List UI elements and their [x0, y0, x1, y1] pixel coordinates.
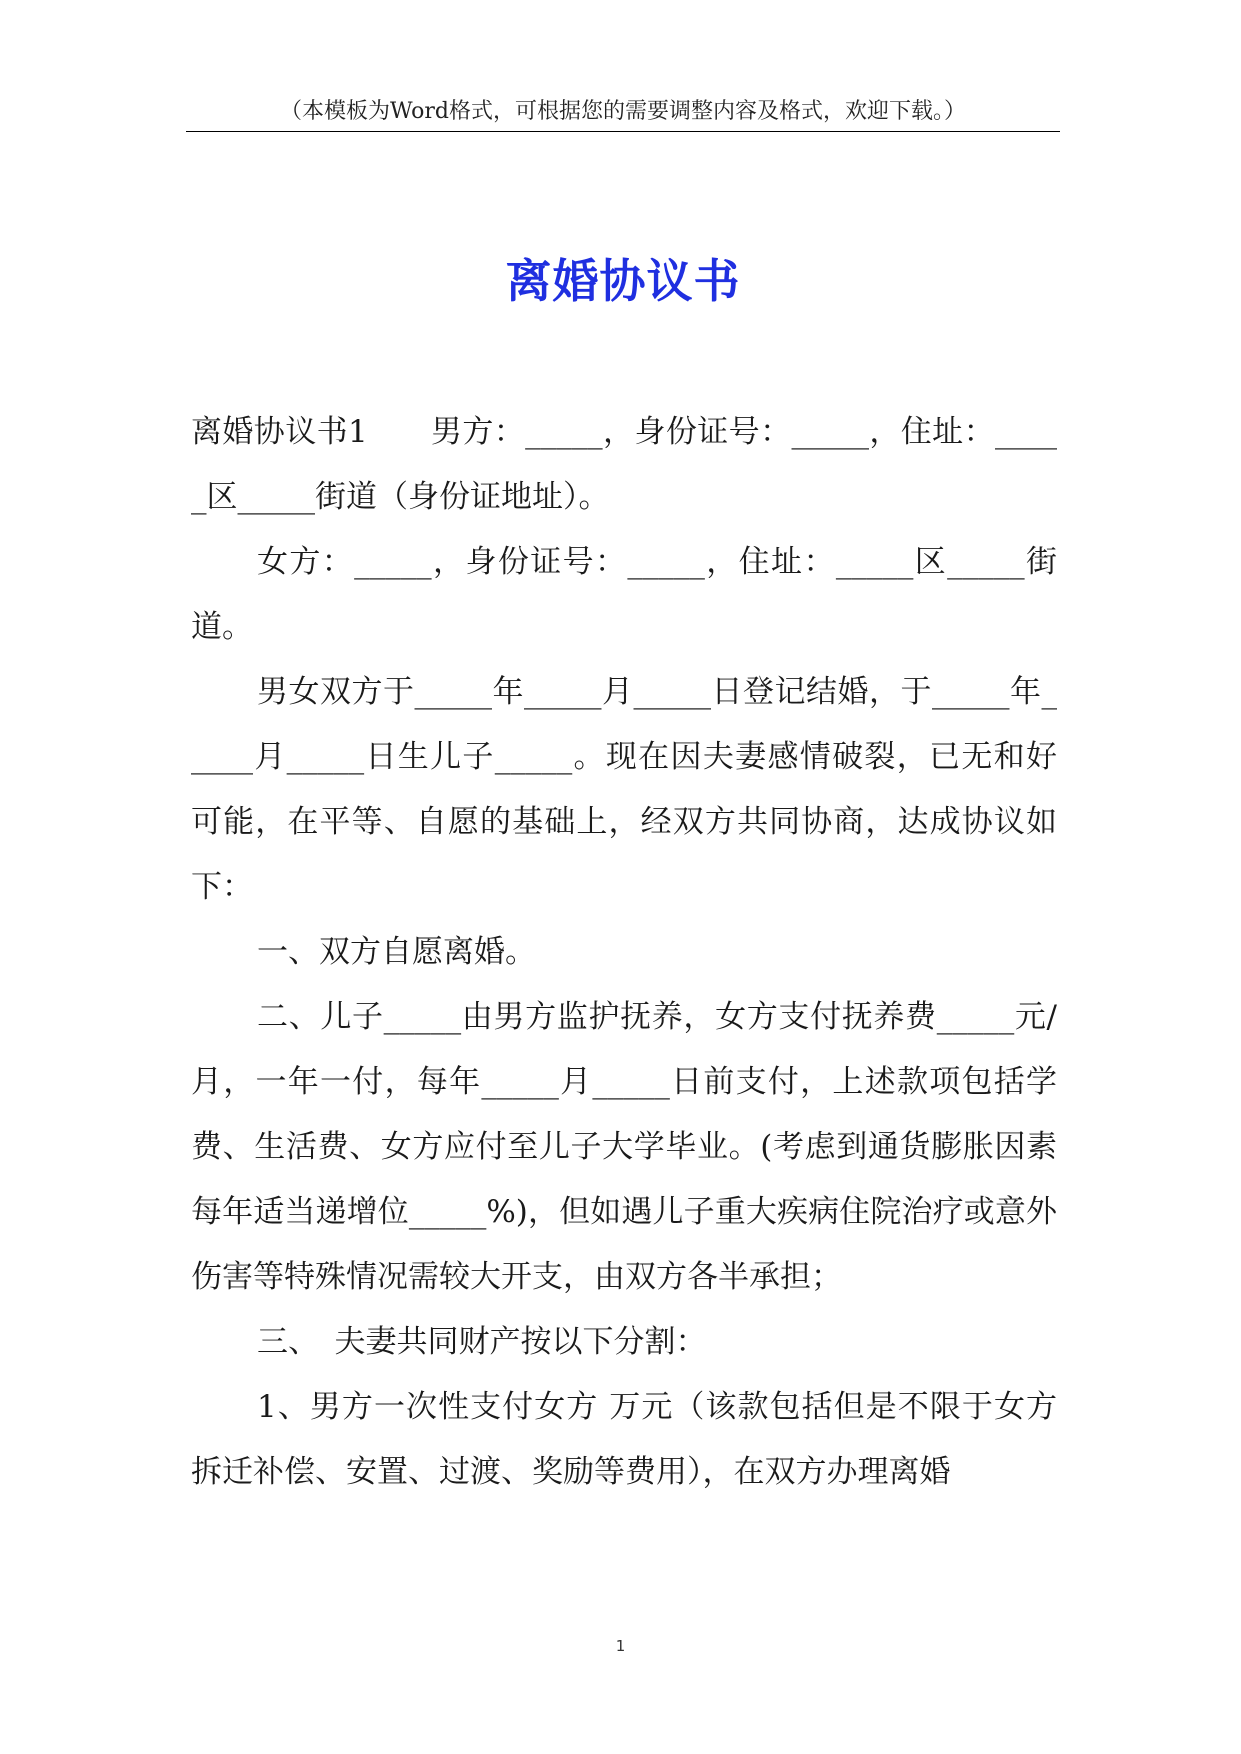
paragraph-clause-3-item-1: 1、男方一次性支付女方 万元（该款包括但是不限于女方拆迁补偿、安置、过渡、奖励等费用），在双方办理离婚: [191, 1389, 1057, 1490]
paragraph-female-party: 女方：_____，身份证号：_____，住址：_____区_____街道。: [191, 544, 1057, 645]
paragraph-clause-1: 一、双方自愿离婚。: [257, 934, 536, 970]
document-title: 离婚协议书: [505, 253, 741, 308]
page-number: 1: [615, 1637, 626, 1655]
header-divider: [186, 131, 1060, 132]
paragraph-male-party: 离婚协议书1 男方：_____，身份证号：_____，住址：_____区_____街道（身份证地址）。: [191, 414, 1057, 515]
paragraph-marriage-background: 男女双方于_____年_____月_____日登记结婚，于_____年_____月_____日生儿子_____。现在因夫妻感情破裂，已无和好可能，在平等、自愿的基础上，经双方共同协商，达成协议如下：: [191, 674, 1057, 905]
document-body: [191, 400, 1057, 1505]
paragraph-clause-2: 二、儿子_____由男方监护抚养，女方支付抚养费_____元/月，一年一付，每年_____月_____日前支付，上述款项包括学费、生活费、女方应付至儿子大学毕业。(考虑到通货膨胀因素每年适当递增位_____%)，但如遇儿子重大疾病住院治疗或意外伤害等特殊情况需较大开支，由双方各半承担；: [191, 999, 1057, 1295]
paragraph-clause-3: 三、 夫妻共同财产按以下分割：: [257, 1324, 707, 1360]
template-header-note: （本模板为Word格式，可根据您的需要调整内容及格式，欢迎下载。）: [280, 99, 966, 124]
